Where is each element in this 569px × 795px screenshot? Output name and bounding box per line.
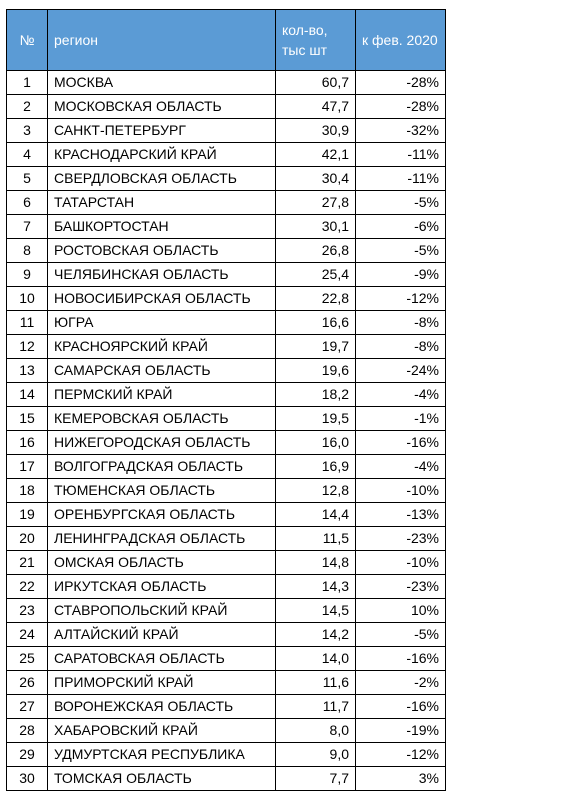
- region-cell: КРАСНОЯРСКИЙ КРАЙ: [48, 335, 276, 359]
- row-number-cell: 18: [7, 479, 48, 503]
- count-cell: 27,8: [276, 191, 356, 215]
- table-row: [7, 167, 446, 191]
- table-row: [7, 575, 446, 599]
- change-cell: -8%: [356, 335, 446, 359]
- region-cell: ТОМСКАЯ ОБЛАСТЬ: [48, 767, 276, 791]
- region-cell: БАШКОРТОСТАН: [48, 215, 276, 239]
- row-number-cell: 13: [7, 359, 48, 383]
- count-cell: 11,5: [276, 527, 356, 551]
- region-cell: ТЮМЕНСКАЯ ОБЛАСТЬ: [48, 479, 276, 503]
- header-change: к фев. 2020: [356, 10, 446, 71]
- region-cell: РОСТОВСКАЯ ОБЛАСТЬ: [48, 239, 276, 263]
- table-row: [7, 119, 446, 143]
- change-cell: -5%: [356, 623, 446, 647]
- change-cell: -12%: [356, 287, 446, 311]
- table-header: [7, 10, 446, 71]
- count-cell: 14,8: [276, 551, 356, 575]
- count-cell: 22,8: [276, 287, 356, 311]
- count-cell: 7,7: [276, 767, 356, 791]
- change-cell: -19%: [356, 719, 446, 743]
- row-number-cell: 1: [7, 71, 48, 95]
- change-cell: -23%: [356, 575, 446, 599]
- row-number-cell: 20: [7, 527, 48, 551]
- region-cell: КРАСНОДАРСКИЙ КРАЙ: [48, 143, 276, 167]
- count-cell: 11,7: [276, 695, 356, 719]
- row-number-cell: 27: [7, 695, 48, 719]
- region-cell: САМАРСКАЯ ОБЛАСТЬ: [48, 359, 276, 383]
- change-cell: -2%: [356, 671, 446, 695]
- region-cell: ХАБАРОВСКИЙ КРАЙ: [48, 719, 276, 743]
- table-row: [7, 143, 446, 167]
- row-number-cell: 7: [7, 215, 48, 239]
- change-cell: -28%: [356, 71, 446, 95]
- table-row: [7, 335, 446, 359]
- row-number-cell: 6: [7, 191, 48, 215]
- row-number-cell: 17: [7, 455, 48, 479]
- row-number-cell: 30: [7, 767, 48, 791]
- region-cell: ОРЕНБУРГСКАЯ ОБЛАСТЬ: [48, 503, 276, 527]
- row-number-cell: 5: [7, 167, 48, 191]
- header-row: [7, 10, 446, 71]
- row-number-cell: 9: [7, 263, 48, 287]
- table-row: [7, 599, 446, 623]
- row-number-cell: 3: [7, 119, 48, 143]
- change-cell: 3%: [356, 767, 446, 791]
- row-number-cell: 29: [7, 743, 48, 767]
- change-cell: -32%: [356, 119, 446, 143]
- region-cell: МОСКОВСКАЯ ОБЛАСТЬ: [48, 95, 276, 119]
- table-row: [7, 239, 446, 263]
- row-number-cell: 22: [7, 575, 48, 599]
- count-cell: 14,5: [276, 599, 356, 623]
- count-cell: 14,3: [276, 575, 356, 599]
- table-row: [7, 551, 446, 575]
- change-cell: -9%: [356, 263, 446, 287]
- table-row: [7, 71, 446, 95]
- table-row: [7, 95, 446, 119]
- table-row: [7, 191, 446, 215]
- row-number-cell: 4: [7, 143, 48, 167]
- row-number-cell: 16: [7, 431, 48, 455]
- table-row: [7, 623, 446, 647]
- row-number-cell: 23: [7, 599, 48, 623]
- table-row: [7, 215, 446, 239]
- count-cell: 30,1: [276, 215, 356, 239]
- region-cell: САРАТОВСКАЯ ОБЛАСТЬ: [48, 647, 276, 671]
- count-cell: 14,4: [276, 503, 356, 527]
- table-row: [7, 671, 446, 695]
- count-cell: 16,6: [276, 311, 356, 335]
- table-row: [7, 503, 446, 527]
- row-number-cell: 14: [7, 383, 48, 407]
- count-cell: 19,5: [276, 407, 356, 431]
- count-cell: 14,2: [276, 623, 356, 647]
- change-cell: -5%: [356, 239, 446, 263]
- table-row: [7, 407, 446, 431]
- change-cell: -13%: [356, 503, 446, 527]
- region-cell: ЮГРА: [48, 311, 276, 335]
- count-cell: 26,8: [276, 239, 356, 263]
- count-cell: 8,0: [276, 719, 356, 743]
- region-cell: ВОРОНЕЖСКАЯ ОБЛАСТЬ: [48, 695, 276, 719]
- row-number-cell: 10: [7, 287, 48, 311]
- row-number-cell: 2: [7, 95, 48, 119]
- region-cell: ОМСКАЯ ОБЛАСТЬ: [48, 551, 276, 575]
- row-number-cell: 12: [7, 335, 48, 359]
- count-cell: 60,7: [276, 71, 356, 95]
- region-cell: ВОЛГОГРАДСКАЯ ОБЛАСТЬ: [48, 455, 276, 479]
- count-cell: 47,7: [276, 95, 356, 119]
- change-cell: -4%: [356, 455, 446, 479]
- table-row: [7, 719, 446, 743]
- row-number-cell: 24: [7, 623, 48, 647]
- table-row: [7, 287, 446, 311]
- table-row: [7, 647, 446, 671]
- region-cell: ЧЕЛЯБИНСКАЯ ОБЛАСТЬ: [48, 263, 276, 287]
- count-cell: 30,4: [276, 167, 356, 191]
- change-cell: -4%: [356, 383, 446, 407]
- count-cell: 12,8: [276, 479, 356, 503]
- change-cell: 10%: [356, 599, 446, 623]
- region-cell: САНКТ-ПЕТЕРБУРГ: [48, 119, 276, 143]
- regions-table: [6, 9, 446, 791]
- region-cell: ТАТАРСТАН: [48, 191, 276, 215]
- region-cell: КЕМЕРОВСКАЯ ОБЛАСТЬ: [48, 407, 276, 431]
- change-cell: -1%: [356, 407, 446, 431]
- table-row: [7, 479, 446, 503]
- change-cell: -16%: [356, 647, 446, 671]
- change-cell: -24%: [356, 359, 446, 383]
- change-cell: -23%: [356, 527, 446, 551]
- region-cell: ИРКУТСКАЯ ОБЛАСТЬ: [48, 575, 276, 599]
- region-cell: АЛТАЙСКИЙ КРАЙ: [48, 623, 276, 647]
- count-cell: 16,0: [276, 431, 356, 455]
- count-cell: 19,7: [276, 335, 356, 359]
- row-number-cell: 25: [7, 647, 48, 671]
- change-cell: -5%: [356, 191, 446, 215]
- region-cell: УДМУРТСКАЯ РЕСПУБЛИКА: [48, 743, 276, 767]
- row-number-cell: 26: [7, 671, 48, 695]
- change-cell: -10%: [356, 479, 446, 503]
- change-cell: -8%: [356, 311, 446, 335]
- change-cell: -16%: [356, 431, 446, 455]
- row-number-cell: 21: [7, 551, 48, 575]
- change-cell: -16%: [356, 695, 446, 719]
- region-cell: ПРИМОРСКИЙ КРАЙ: [48, 671, 276, 695]
- table-row: [7, 455, 446, 479]
- count-cell: 9,0: [276, 743, 356, 767]
- change-cell: -28%: [356, 95, 446, 119]
- change-cell: -12%: [356, 743, 446, 767]
- region-cell: МОСКВА: [48, 71, 276, 95]
- table-row: [7, 527, 446, 551]
- table-row: [7, 743, 446, 767]
- region-cell: ПЕРМСКИЙ КРАЙ: [48, 383, 276, 407]
- table-row: [7, 767, 446, 791]
- region-cell: СТАВРОПОЛЬСКИЙ КРАЙ: [48, 599, 276, 623]
- row-number-cell: 8: [7, 239, 48, 263]
- row-number-cell: 28: [7, 719, 48, 743]
- row-number-cell: 15: [7, 407, 48, 431]
- table-row: [7, 431, 446, 455]
- header-number: №: [7, 10, 48, 71]
- table-row: [7, 383, 446, 407]
- change-cell: -6%: [356, 215, 446, 239]
- row-number-cell: 19: [7, 503, 48, 527]
- table-row: [7, 359, 446, 383]
- change-cell: -10%: [356, 551, 446, 575]
- count-cell: 19,6: [276, 359, 356, 383]
- change-cell: -11%: [356, 167, 446, 191]
- count-cell: 11,6: [276, 671, 356, 695]
- count-cell: 25,4: [276, 263, 356, 287]
- region-cell: НОВОСИБИРСКАЯ ОБЛАСТЬ: [48, 287, 276, 311]
- count-cell: 18,2: [276, 383, 356, 407]
- count-cell: 16,9: [276, 455, 356, 479]
- region-cell: СВЕРДЛОВСКАЯ ОБЛАСТЬ: [48, 167, 276, 191]
- header-count: кол-во, тыс шт: [276, 10, 356, 71]
- count-cell: 30,9: [276, 119, 356, 143]
- table-row: [7, 263, 446, 287]
- count-cell: 42,1: [276, 143, 356, 167]
- table-body: [7, 71, 446, 791]
- table-row: [7, 695, 446, 719]
- header-region: регион: [48, 10, 276, 71]
- count-cell: 14,0: [276, 647, 356, 671]
- change-cell: -11%: [356, 143, 446, 167]
- region-cell: НИЖЕГОРОДСКАЯ ОБЛАСТЬ: [48, 431, 276, 455]
- table-row: [7, 311, 446, 335]
- region-cell: ЛЕНИНГРАДСКАЯ ОБЛАСТЬ: [48, 527, 276, 551]
- row-number-cell: 11: [7, 311, 48, 335]
